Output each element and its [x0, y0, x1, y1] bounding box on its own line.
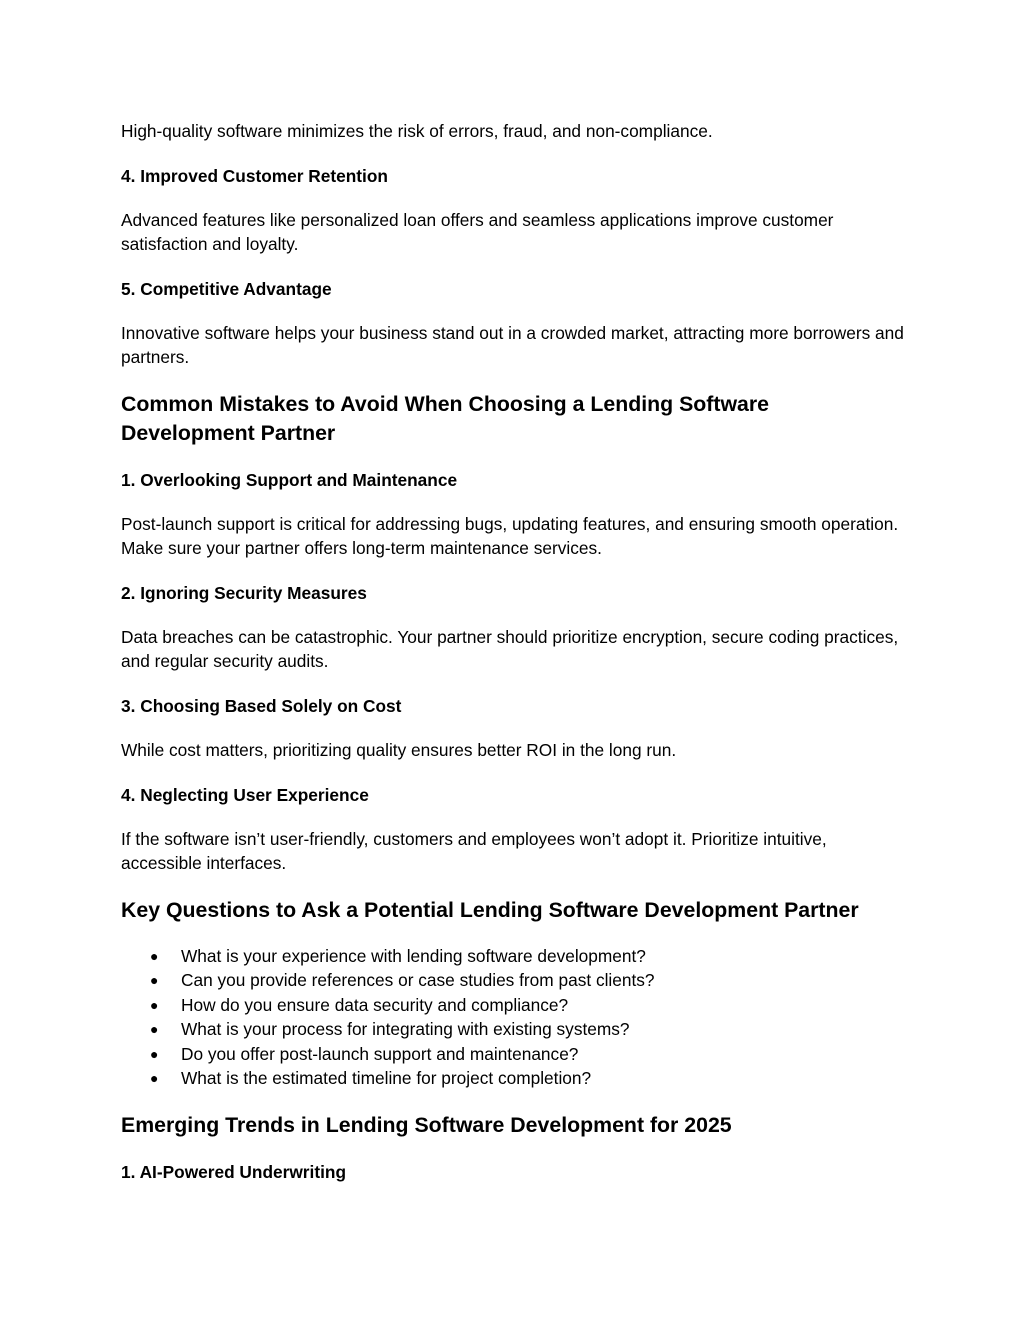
list-item — [121, 944, 911, 968]
list-item-text: What is your experience with lending software development? — [181, 946, 646, 966]
heading-competitive-advantage: 5. Competitive Advantage — [121, 279, 332, 299]
heading-security-measures: 2. Ignoring Security Measures — [121, 583, 367, 603]
list-item — [121, 993, 911, 1017]
list-item-text: Do you offer post-launch support and maintenance? — [181, 1043, 579, 1064]
list-item — [121, 968, 911, 992]
bullet-icon: ● — [150, 1070, 159, 1087]
heading-support-maintenance: 1. Overlooking Support and Maintenance — [121, 470, 458, 490]
paragraph-quality: High-quality software minimizes the risk of errors, fraud, and non-compliance. — [121, 121, 713, 141]
list-item-text: Can you provide references or case studies from past clients? — [181, 970, 655, 991]
paragraph-competitive-advantage: Innovative software helps your business stand out in a crowded market, attracting more borrowers and partners. — [121, 323, 904, 368]
bullet-icon: ● — [150, 1045, 159, 1062]
list-item-text: How do you ensure data security and compliance? — [181, 994, 569, 1015]
section-heading-common-mistakes: Common Mistakes to Avoid When Choosing a Lending Software Development Partner — [121, 392, 770, 445]
list-item — [121, 1066, 911, 1090]
paragraph-customer-retention: Advanced features like personalized loan offers and seamless applications improve customer satisfaction and loyalty. — [121, 210, 834, 255]
section-heading-emerging-trends: Emerging Trends in Lending Software Development for 2025 — [121, 1113, 732, 1137]
list-item — [121, 1017, 911, 1041]
list-item-text: What is the estimated timeline for project completion? — [181, 1068, 592, 1089]
list-item-text: What is your process for integrating with existing systems? — [181, 1019, 630, 1040]
heading-customer-retention: 4. Improved Customer Retention — [121, 166, 388, 186]
heading-user-experience: 4. Neglecting User Experience — [121, 785, 369, 805]
paragraph-security-measures: Data breaches can be catastrophic. Your partner should prioritize encryption, secure coding practices, and regular security audits. — [121, 627, 899, 672]
bullet-icon: ● — [150, 996, 159, 1013]
section-heading-key-questions: Key Questions to Ask a Potential Lending Software Development Partner — [121, 898, 859, 922]
heading-ai-underwriting: 1. AI-Powered Underwriting — [121, 1162, 347, 1182]
bullet-icon: ● — [150, 972, 159, 989]
heading-solely-on-cost: 3. Choosing Based Solely on Cost — [121, 696, 402, 716]
paragraph-solely-on-cost: While cost matters, prioritizing quality ensures better ROI in the long run. — [121, 740, 677, 760]
paragraph-user-experience: If the software isn’t user-friendly, customers and employees won’t adopt it. Prioritize intuitive, accessible interfaces. — [121, 829, 827, 874]
bullet-icon: ● — [150, 948, 159, 964]
bullet-icon: ● — [150, 1021, 159, 1038]
paragraph-support-maintenance: Post-launch support is critical for addressing bugs, updating features, and ensuring smooth operation. Make sure your partner offers long-term maintenance services. — [121, 514, 899, 559]
questions-list — [121, 944, 911, 1090]
list-item — [121, 1042, 911, 1066]
